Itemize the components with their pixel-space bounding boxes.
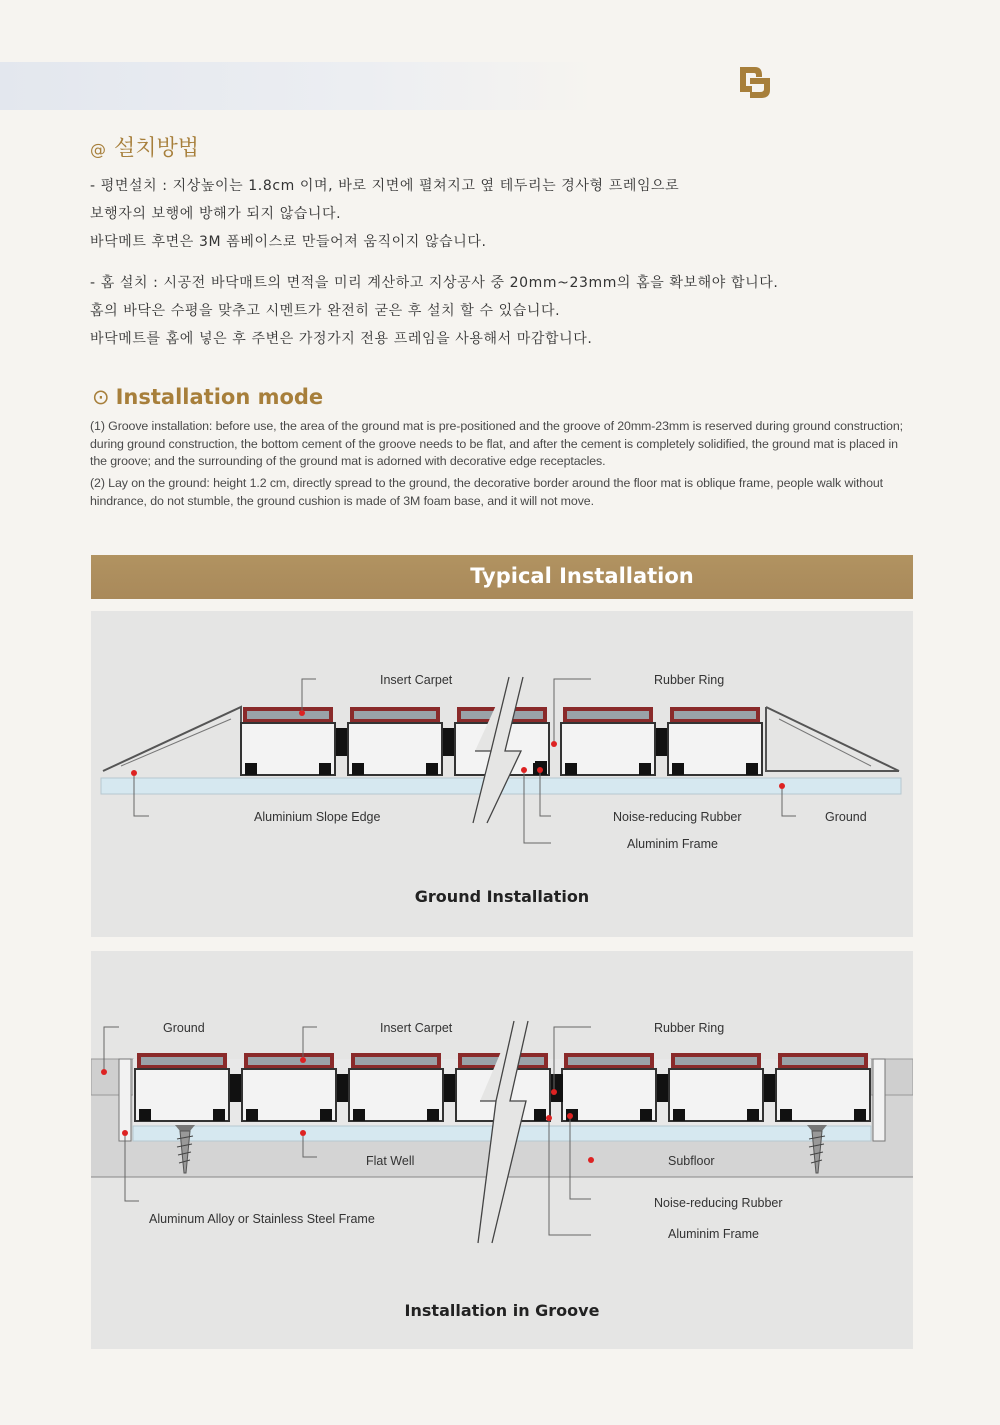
korean-title	[90, 131, 199, 162]
ground-installation-panel	[91, 611, 913, 937]
groove-installation-title: Installation in Groove	[404, 1301, 600, 1320]
english-title-text: Installation mode	[115, 385, 324, 409]
mat-module	[668, 707, 762, 775]
label-flat-well: Flat Well	[366, 1154, 415, 1168]
label-slope-edge: Aluminium Slope Edge	[254, 810, 381, 824]
english-paragraph-2: (2) Lay on the ground: height 1.2 cm, directly spread to the ground, the decorative border around the floor mat is oblique frame, people walk without hindrance, do not stumble, the ground cushion is made of 3M foam base, and it will not move.	[90, 476, 884, 508]
label-insert-carpet: Insert Carpet	[380, 1021, 453, 1035]
label-frame: Aluminim Frame	[668, 1227, 759, 1241]
label-ground: Ground	[825, 810, 867, 824]
dj-monogram-icon	[737, 64, 773, 100]
circle-dot-icon: ⊙	[92, 385, 110, 409]
groove-installation-diagram	[91, 951, 913, 1349]
label-rubber-ring: Rubber Ring	[654, 1021, 725, 1035]
korean-line: - 홈 설치 : 시공전 바닥매트의 면적을 미리 계산하고 지상공사 중 20mm~23mm의 홈을 확보해야 합니다.	[90, 275, 779, 291]
banner-title: Typical Installation	[470, 564, 694, 588]
label-insert-carpet: Insert Carpet	[380, 673, 453, 687]
mat-module	[776, 1053, 870, 1121]
korean-title-text: 설치방법	[114, 136, 200, 161]
label-ground: Ground	[163, 1021, 205, 1035]
mat-module	[669, 1053, 763, 1121]
mat-module	[561, 707, 655, 775]
groove-installation-panel	[91, 951, 913, 1349]
header-band	[0, 62, 600, 110]
mat-module	[562, 1053, 656, 1121]
mat-module	[242, 1053, 336, 1121]
korean-line: 보행자의 보행에 방해가 되지 않습니다.	[90, 206, 342, 222]
mat-module	[348, 707, 442, 775]
label-subfloor: Subfloor	[668, 1154, 715, 1168]
label-alloy-frame: Aluminum Alloy or Stainless Steel Frame	[149, 1212, 375, 1226]
label-noise-rubber: Noise-reducing Rubber	[613, 810, 742, 824]
ground-installation-title: Ground Installation	[414, 887, 590, 906]
korean-line: 홈의 바닥은 수평을 맞추고 시멘트가 완전히 굳은 후 설치 할 수 있습니다.	[90, 303, 561, 319]
english-title	[92, 385, 323, 409]
label-noise-rubber: Noise-reducing Rubber	[654, 1196, 783, 1210]
mat-module	[241, 707, 335, 775]
label-rubber-ring: Rubber Ring	[654, 673, 725, 687]
mat-module	[349, 1053, 443, 1121]
section-banner	[91, 555, 913, 599]
english-paragraph-1: (1) Groove installation: before use, the area of the ground mat is pre-positioned and the groove of 20mm-23mm is reserved during ground construction; during ground construction, the bottom cement of the groove needs to be flat, and after the cement is completely solidified, the ground mat is placed in the groove; and the surrounding of the ground mat is adorned with decorative edge receptacles.	[90, 419, 903, 469]
mat-module	[135, 1053, 229, 1121]
korean-line: 바닥메트 후면은 3M 폼베이스로 만들어져 움직이지 않습니다.	[90, 234, 487, 250]
korean-line: 바닥메트를 홈에 넣은 후 주변은 가정가지 전용 프레임을 사용해서 마감합니다.	[90, 331, 593, 347]
at-bullet: @	[90, 140, 106, 159]
korean-line: - 평면설치 : 지상높이는 1.8cm 이며, 바로 지면에 펼쳐지고 옆 테두리는 경사형 프레임으로	[90, 178, 680, 194]
label-frame: Aluminim Frame	[627, 837, 718, 851]
